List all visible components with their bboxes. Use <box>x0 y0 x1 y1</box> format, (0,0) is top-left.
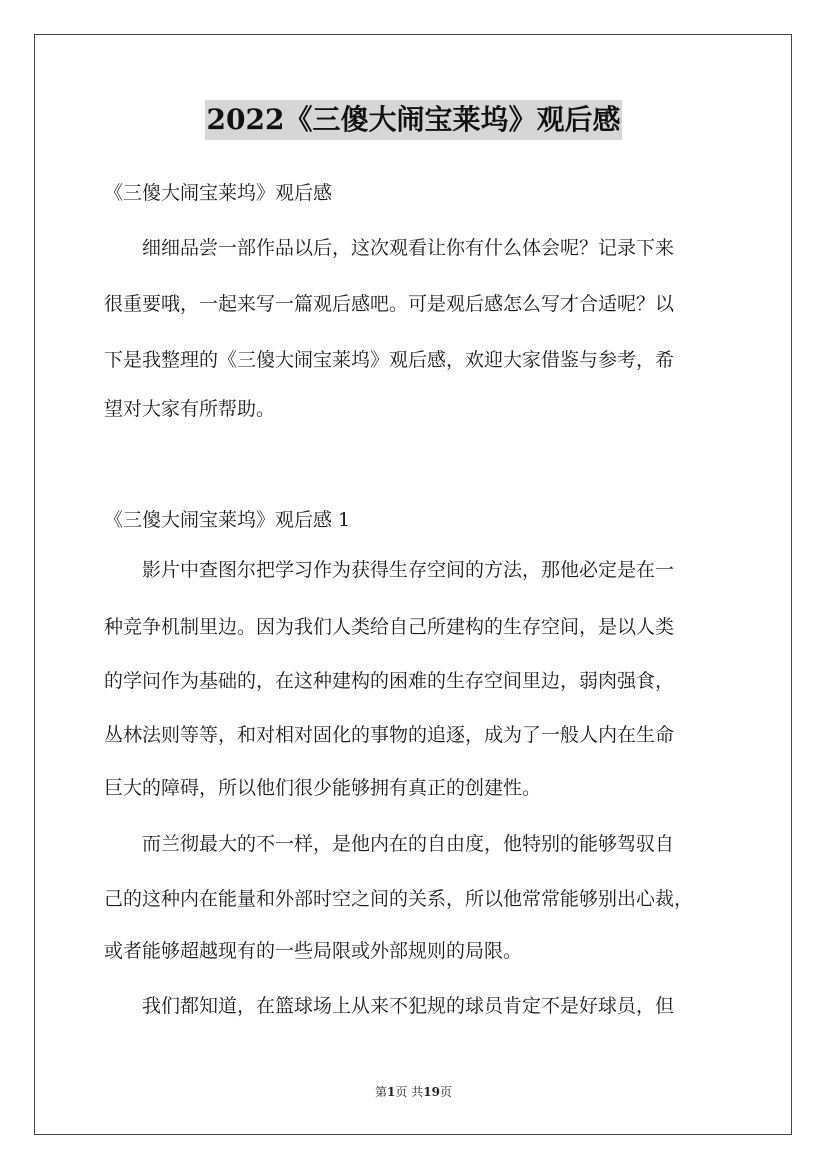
paragraph-line: 丛林法则等等，和对相对固化的事物的追逐，成为了一般人内在生命 <box>104 724 675 746</box>
paragraph-line: 影片中查图尔把学习作为获得生存空间的方法，那他必定是在一 <box>142 559 675 581</box>
footer-mid: 页 共 <box>395 1085 424 1099</box>
paragraph-line: 而兰彻最大的不一样，是他内在的自由度，他特别的能够驾驭自 <box>142 833 675 855</box>
paragraph-line: 种竞争机制里边。因为我们人类给自己所建构的生存空间，是以人类 <box>104 616 675 638</box>
intro-line: 细细品尝一部作品以后，这次观看让你有什么体会呢？记录下来 <box>142 237 675 259</box>
footer-prefix: 第 <box>375 1085 388 1099</box>
intro-line: 很重要哦，一起来写一篇观后感吧。可是观后感怎么写才合适呢？以 <box>104 293 675 315</box>
paragraph-line: 的学问作为基础的，在这种建构的困难的生存空间里边，弱肉强食， <box>104 670 675 692</box>
intro-line: 望对大家有所帮助。 <box>104 398 276 420</box>
page-total: 19 <box>423 1085 440 1099</box>
page-footer <box>0 1084 827 1100</box>
intro-heading: 《三傻大闹宝莱坞》观后感 <box>104 182 333 204</box>
paragraph-line: 或者能够超越现有的一些局限或外部规则的局限。 <box>104 940 523 962</box>
section-heading: 《三傻大闹宝莱坞》观后感 1 <box>104 509 351 531</box>
page-number: 1 <box>387 1085 396 1099</box>
paragraph-line: 巨大的障碍，所以他们很少能够拥有真正的创建性。 <box>104 777 542 799</box>
footer-suffix: 页 <box>439 1085 452 1099</box>
title-container <box>0 100 827 140</box>
document-title: 2022《三傻大闹宝莱坞》观后感 <box>205 100 623 140</box>
intro-line: 下是我整理的《三傻大闹宝莱坞》观后感，欢迎大家借鉴与参考，希 <box>104 349 675 371</box>
paragraph-line: 己的这种内在能量和外部时空之间的关系，所以他常常能够别出心裁， <box>104 888 694 910</box>
paragraph-line: 我们都知道，在篮球场上从来不犯规的球员肯定不是好球员，但 <box>142 995 675 1017</box>
